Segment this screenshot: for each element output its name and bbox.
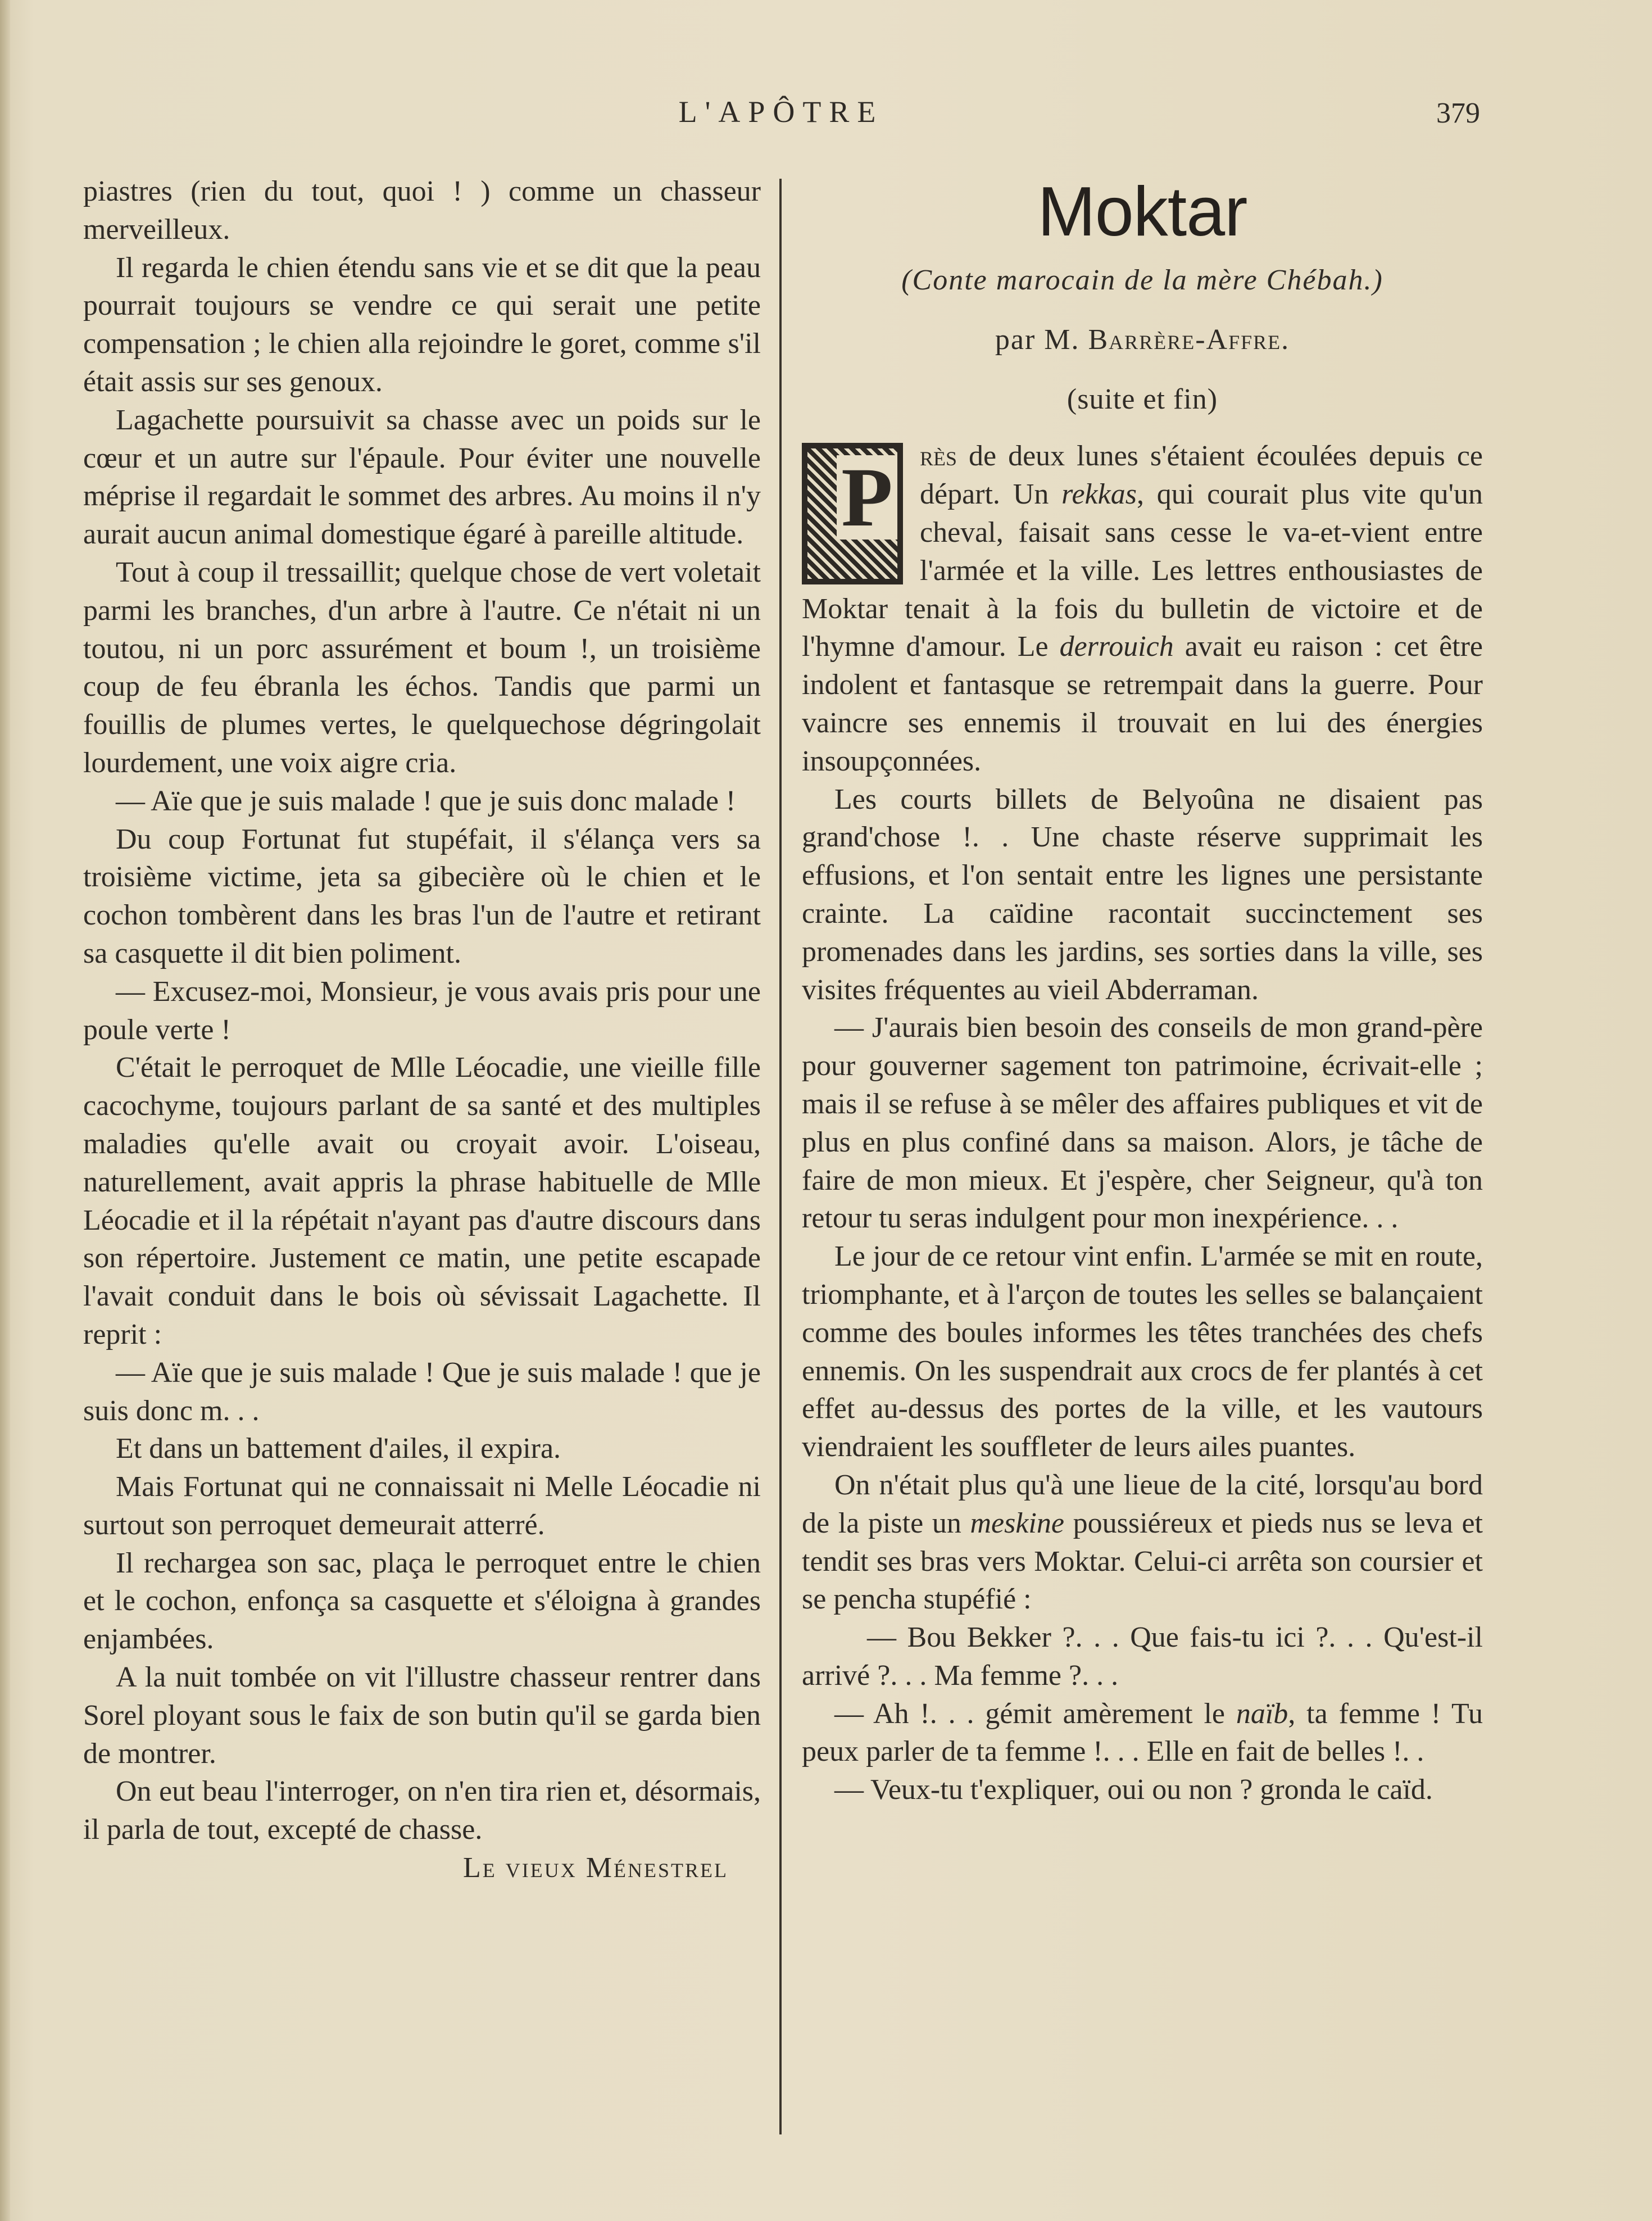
italic-term: rekkas [1061, 478, 1137, 511]
paragraph: Mais Fortunat qui ne connaissait ni Melle Léocadie ni surtout son perroquet demeurait atterré. [83, 1471, 761, 1541]
author-signature: Le vieux Ménestrel [463, 1852, 728, 1884]
dialogue-paragraph: — Bou Bekker ?. . . Que fais-tu ici ?. . . Qu'est-il arrivé ?. . . Ma femme ?. . . [802, 1621, 1483, 1692]
continued-note: (suite et fin) [1066, 383, 1218, 415]
opening-smallcaps: rès [920, 440, 957, 473]
dialogue-paragraph: — Aïe que je suis malade ! Que je suis malade ! que je suis donc m. . . [83, 1356, 761, 1427]
right-column [802, 173, 1483, 1809]
paragraph-text: poussiéreux et pieds nus se leva et tendit ses bras vers Moktar. Celui-ci arrêta son coursier et se pencha stupéfié : [802, 1507, 1483, 1616]
dialogue-paragraph [802, 1695, 1483, 1771]
paragraph: Du coup Fortunat fut stupéfait, il s'élança vers sa troisième victime, jeta sa gibecière où le chien et le cochon tombèrent dans les bras l'un de l'autre et retirant sa casquette il dit bien poliment. [83, 823, 761, 969]
story-byline [802, 321, 1483, 359]
left-column [83, 173, 761, 1887]
paragraph: Il rechargea son sac, plaça le perroquet entre le chien et le cochon, enfonça sa casquette et s'éloigna à grandes enjambées. [83, 1547, 761, 1656]
paragraph: Et dans un battement d'ailes, il expira. [116, 1433, 561, 1465]
opening-paragraph [802, 437, 1483, 780]
dialogue-paragraph: — Aïe que je suis malade ! que je suis donc malade ! [116, 785, 736, 817]
dialogue-paragraph: — Veux-tu t'expliquer, oui ou non ? gronda le caïd. [834, 1774, 1433, 1806]
italic-term: derrouich [1059, 631, 1174, 663]
paragraph: Lagachette poursuivit sa chasse avec un poids sur le cœur et un autre sur l'épaule. Pour éviter une nouvelle méprise il regardait le sommet des arbres. Au moins il n'y aurait aucun animal domestique égaré à pareille altitude. [83, 404, 761, 551]
paragraph: C'était le perroquet de Mlle Léocadie, une vieille fille cacochyme, toujours parlant de sa santé et des multiples maladies qu'elle avait ou croyait avoir. L'oiseau, naturellement, avait appris la phrase habituelle de Mlle Léocadie et il la répétait n'ayant pas d'autre discours dans son répertoire. Justement ce matin, une petite escapade l'avait conduit dans le bois où sévissait Lagachette. Il reprit : [83, 1051, 761, 1350]
dialogue-paragraph: — Excusez-moi, Monsieur, je vous avais pris pour une poule verte ! [83, 975, 761, 1046]
paragraph: On eut beau l'interroger, on n'en tira rien et, désormais, il parla de tout, excepté de chasse. [83, 1775, 761, 1846]
paragraph: Les courts billets de Belyoûna ne disaient pas grand'chose !. . Une chaste réserve supprimait les effusions, et l'on sentait entre les lignes une persistante crainte. La caïdine racontait succinctement ses promenades dans les jardins, ses sorties dans la ville, ses visites fréquentes au vieil Abderraman. [802, 783, 1483, 1006]
story-title: Moktar [1037, 173, 1247, 251]
paragraph-text: , ta femme ! Tu peux parler de ta femme !. . . Elle en fait de belles !. . [802, 1697, 1483, 1768]
opening-text: , qui courait plus vite qu'un cheval, faisait sans cesse le va-et-vient entre l'armée et la ville. Les lettres enthousiastes de Moktar tenait à la fois du bulletin de victoire et de l'hymne d'amour. Le [802, 478, 1483, 663]
page-binding-edge [0, 0, 10, 2221]
paragraph: Tout à coup il tressaillit; quelque chose de vert voletait parmi les branches, d'un arbre à l'autre. Ce n'était ni un toutou, ni un porc assurément et boum !, un troisième coup de feu ébranla les échos. Tandis que parmi un fouillis de plumes vertes, le quelquechose dégringolait lourdement, une voix aigre cria. [83, 556, 761, 779]
byline-prefix: par M. [995, 323, 1088, 356]
dialogue-paragraph: — J'aurais bien besoin des conseils de mon grand-père pour gouverner sagement ton patrimoine, écrivait-elle ; mais il se refuse à se mêler des affaires publiques et vit de plus en plus confiné dans sa maison. Alors, je tâche de faire de mon mieux. Et j'espère, cher Seigneur, qu'à ton retour tu seras indulgent pour mon inexpérience. . . [802, 1012, 1483, 1235]
paragraph: piastres (rien du tout, quoi ! ) comme un chasseur merveilleux. [83, 175, 761, 246]
italic-term: naïb [1236, 1697, 1288, 1730]
paragraph-text: On n'était plus qu'à une lieue de la cité, lorsqu'au bord de la piste un [802, 1468, 1483, 1539]
running-head: L'APÔTRE [678, 95, 884, 129]
paragraph-text: — Ah !. . . gémit amèrement le [834, 1697, 1236, 1730]
paragraph: A la nuit tombée on vit l'illustre chasseur rentrer dans Sorel ployant sous le faix de son butin qu'il se garda bien de montrer. [83, 1661, 761, 1770]
italic-term: meskine [970, 1507, 1064, 1539]
dropcap-letter: P [841, 451, 893, 545]
story-subtitle: (Conte marocain de la mère Chébah.) [901, 264, 1383, 296]
paragraph [802, 1466, 1483, 1619]
opening-text: avait eu raison : cet être indolent et fantasque se retrempait dans la guerre. Pour vaincre ses ennemis il trouvait en lui des énergies insoupçonnées. [802, 631, 1483, 777]
dropcap-letterbox [837, 451, 897, 545]
author-name: Barrère-Affre. [1088, 323, 1290, 356]
paragraph: Il regarda le chien étendu sans vie et se dit que la peau pourrait toujours se vendre ce qui serait une petite compensation ; le chien alla rejoindre le goret, comme s'il était assis sur ses genoux. [83, 251, 761, 398]
paragraph: Le jour de ce retour vint enfin. L'armée se mit en route, triomphante, et à l'arçon de toutes les selles se balançaient comme des boules informes les têtes tranchées des chefs ennemis. On les suspendrait aux crocs de fer plantés à cet effet au-dessus des portes de la ville, et les vautours viendraient les souffleter de leurs ailes puantes. [802, 1240, 1483, 1463]
page-number: 379 [1436, 97, 1480, 129]
ornamental-dropcap [802, 443, 903, 584]
opening-text: de deux lunes s'étaient écoulées depuis ce départ. Un [920, 440, 1483, 511]
column-divider [779, 179, 782, 2134]
